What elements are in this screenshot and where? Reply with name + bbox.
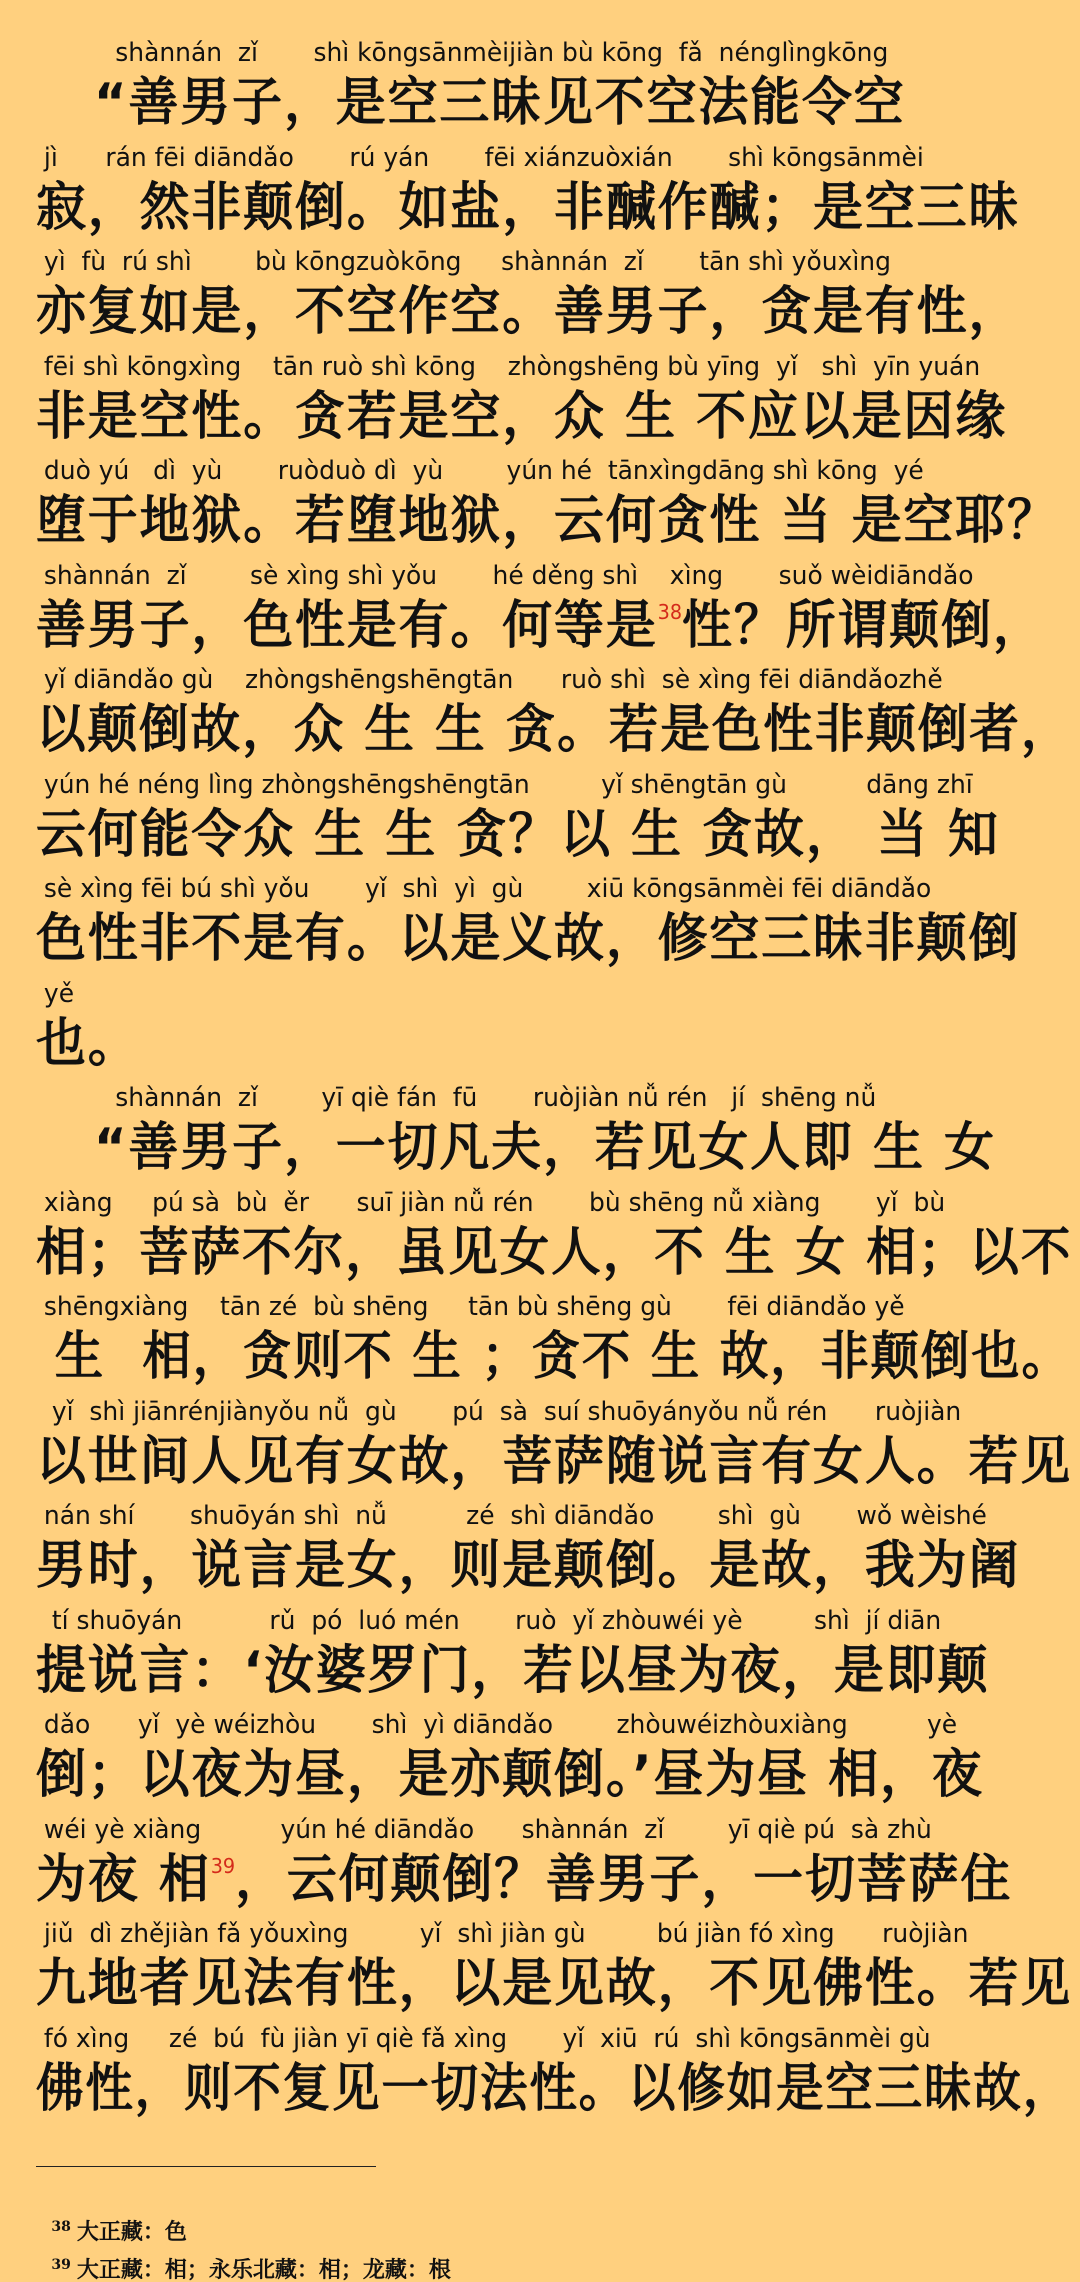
text-line — [0, 2022, 1080, 2127]
hanzi-segment: 性？所谓颠倒， — [682, 595, 1045, 656]
text-line — [0, 1813, 1080, 1918]
pinyin-line: wéi yè xiàng yún hé diāndǎo shànnán zǐ yī qiè pú sà zhù — [36, 1814, 932, 1845]
text-line — [0, 1604, 1080, 1709]
text-line — [0, 1499, 1080, 1604]
hanzi-line: 云何能令众 生 生 贪？以 生 贪故， 当 知 — [36, 804, 1000, 865]
hanzi-line: 提说言：‘汝婆罗门，若以昼为夜，是即颠 — [36, 1640, 990, 1701]
hanzi-line: 相；菩萨不尔，虽见女人，不 生 女 相；以不 — [36, 1222, 1073, 1283]
text-line — [0, 245, 1080, 350]
pinyin-line: shànnán zǐ sè xìng shì yǒu hé děng shì xìng suǒ wèidiāndǎo — [36, 560, 974, 591]
pinyin-line: sè xìng fēi bú shì yǒu yǐ shì yì gù xiū kōngsānmèi fēi diāndǎo — [36, 874, 932, 904]
hanzi-line: 生 相，贪则不 生 ；贪不 生 故，非颠倒也。 — [36, 1327, 1072, 1387]
text-line — [0, 36, 1080, 141]
pinyin-line: shànnán zǐ shì kōngsānmèijiàn bù kōng fǎ nénglìngkōng — [36, 38, 889, 68]
hanzi-line: 以颠倒故，众 生 生 贪。若是色性非颠倒者， — [36, 700, 1073, 760]
hanzi-line: 色性非不是有。以是义故，修空三昧非颠倒 — [36, 909, 1021, 969]
text-line — [0, 1186, 1080, 1291]
pinyin-line: shànnán zǐ yī qiè fán fū ruòjiàn nǚ rén jí shēng nǚ — [36, 1083, 877, 1113]
pinyin-line: duò yú dì yù ruòduò dì yù yún hé tānxìngdāng shì kōng yé — [36, 456, 924, 486]
pinyin-line: xiàng pú sà bù ěr suī jiàn nǚ rén bù shēng nǚ xiàng yǐ bù — [36, 1187, 946, 1218]
hanzi-line: 也。 — [36, 1013, 140, 1074]
pinyin-line: yì fù rú shì bù kōngzuòkōng shànnán zǐ tān shì yǒuxìng — [36, 247, 891, 277]
text-line — [0, 977, 1080, 1082]
pinyin-line: dǎo yǐ yè wéizhòu shì yì diāndǎo zhòuwéizhòuxiàng yè — [36, 1710, 958, 1740]
hanzi-segment: ，云何颠倒？善男子，一切菩萨住 — [235, 1849, 1013, 1910]
footnote-number: 39 — [51, 2257, 71, 2273]
hanzi-segment: 善男子，色性是有。何等是 — [36, 595, 658, 656]
hanzi-line: 九地者见法有性，以是见故，不见佛性。若见 — [36, 1954, 1073, 2014]
pinyin-line: yǐ shì jiānrénjiànyǒu nǚ gù pú sà suí shuōyányǒu nǚ rén ruòjiàn — [36, 1396, 962, 1427]
text-line — [0, 1917, 1080, 2022]
hanzi-line: 男时，说言是女，则是颠倒。是故，我为阇 — [36, 1536, 1021, 1596]
pinyin-line: fó xìng zé bú fù jiàn yī qiè fǎ xìng yǐ xiū rú shì kōngsānmèi gù — [36, 2023, 931, 2054]
pinyin-line: tí shuōyán rǔ pó luó mén ruò yǐ zhòuwéi yè shì jí diān — [36, 1605, 942, 1636]
pinyin-line: shēngxiàng tān zé bù shēng tān bù shēng gù fēi diāndǎo yě — [36, 1292, 905, 1322]
text-line — [0, 350, 1080, 455]
text-line — [0, 559, 1080, 664]
footnote-text: 大正藏：相；永乐北藏：相；龙藏：根 — [76, 2257, 451, 2282]
text-line — [0, 663, 1080, 768]
hanzi-line: “善男子，一切凡夫，若见女人即 生 女 — [36, 1118, 996, 1178]
footnote-marker[interactable]: 38 — [657, 599, 683, 624]
text-line — [0, 1081, 1080, 1186]
pinyin-line: jiǔ dì zhějiàn fǎ yǒuxìng yǐ shì jiàn gù bú jiàn fó xìng ruòjiàn — [36, 1919, 969, 1949]
footnote-divider — [36, 2166, 376, 2167]
hanzi-line: 佛性，则不复见一切法性。以修如是空三昧故， — [36, 2058, 1073, 2119]
text-line — [0, 1290, 1080, 1395]
pinyin-line: yě — [36, 978, 75, 1009]
footnote-38 — [36, 2176, 1036, 2245]
hanzi-line: 倒；以夜为昼，是亦颠倒。’昼为昼 相，夜 — [36, 1745, 984, 1805]
text-line — [0, 768, 1080, 873]
text-line — [0, 872, 1080, 977]
pinyin-line: yǐ diāndǎo gù zhòngshēngshēngtān ruò shì sè xìng fēi diāndǎozhě — [36, 665, 943, 695]
footnote-number: 38 — [51, 2219, 71, 2235]
hanzi-line — [36, 1847, 1072, 1913]
hanzi-line: 堕于地狱。若堕地狱，云何贪性 当 是空耶？ — [36, 491, 1059, 551]
pinyin-line: fēi shì kōngxìng tān ruò shì kōng zhòngshēng bù yīng yǐ shì yīn yuán — [36, 351, 981, 382]
pinyin-line: jì rán fēi diāndǎo rú yán fēi xiánzuòxián shì kōngsānmèi — [36, 142, 924, 173]
text-line — [0, 454, 1080, 559]
hanzi-segment: 为夜 相 — [36, 1849, 211, 1910]
text-line — [0, 1395, 1080, 1500]
hanzi-line: “善男子，是空三昧见不空法能令空 — [36, 73, 906, 133]
hanzi-line: 非是空性。贪若是空，众 生 不应以是因缘 — [36, 386, 1008, 447]
footnote-marker[interactable]: 39 — [210, 1853, 236, 1878]
hanzi-line: 亦复如是，不空作空。善男子，贪是有性， — [36, 282, 1021, 342]
text-line — [0, 1708, 1080, 1813]
footnote-39 — [36, 2214, 1036, 2282]
footnote-text: 大正藏：色 — [76, 2219, 187, 2245]
hanzi-line: 以世间人见有女故，菩萨随说言有女人。若见 — [36, 1431, 1073, 1492]
text-line — [0, 141, 1080, 246]
pinyin-line: yún hé néng lìng zhòngshēngshēngtān yǐ shēngtān gù dāng zhī — [36, 769, 973, 800]
pinyin-line: nán shí shuōyán shì nǚ zé shì diāndǎo shì gù wǒ wèishé — [36, 1501, 987, 1531]
hanzi-line — [36, 593, 1072, 659]
hanzi-line: 寂，然非颠倒。如盐，非醎作醎；是空三昧 — [36, 177, 1021, 238]
